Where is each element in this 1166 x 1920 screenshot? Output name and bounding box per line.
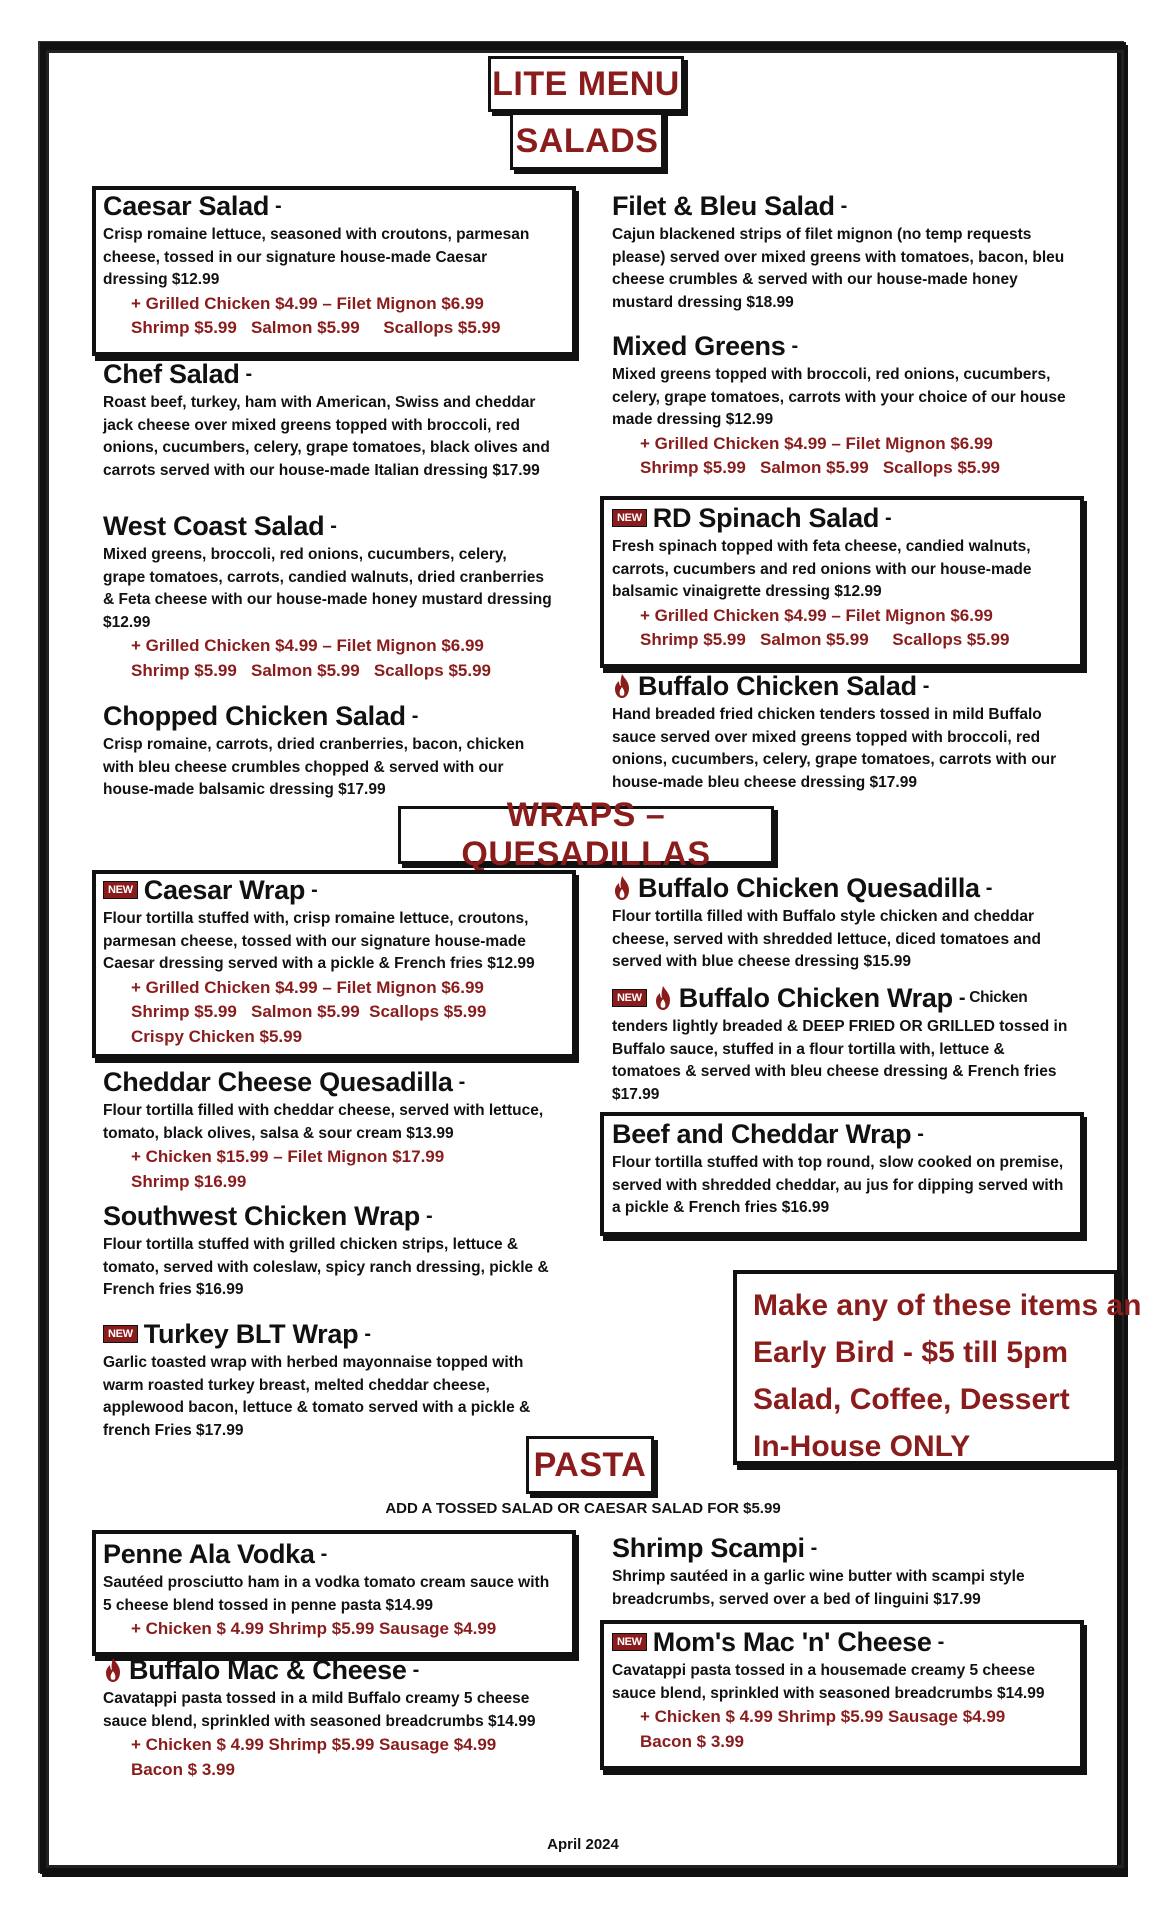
item-addon: + Grilled Chicken $4.99 – Filet Mignon $6.99 [640, 433, 993, 453]
item-name: Penne Ala Vodka [103, 1539, 315, 1569]
menu-item-turkey-blt-wrap: NEW Turkey BLT Wrap - Garlic toasted wrap with herbed mayonnaise topped with warm roasted turkey breast, melted cheddar cheese, applewood bacon, lettuce & tomato served with a pickle & french Fries $17.99 [103, 1318, 553, 1442]
new-badge: NEW [103, 1325, 138, 1343]
item-name: Chef Salad [103, 359, 240, 389]
item-name: Chopped Chicken Salad [103, 701, 406, 731]
flame-icon [653, 985, 673, 1011]
promo-line: Early Bird - $5 till 5pm [753, 1336, 1069, 1369]
item-name: Caesar Salad [103, 191, 270, 221]
menu-item-shrimp-scampi: Shrimp Scampi - Shrimp sautéed in a garlic wine butter with scampi style breadcrumbs, served over a bed of linguini $17.99 [612, 1532, 1068, 1611]
item-description: Hand breaded fried chicken tenders tossed in mild Buffalo sauce served over mixed greens topped with broccoli, red onions, cucumbers, celery, grape tomatoes, carrots with our house-made bleu cheese dressing $17.99 [612, 706, 1057, 791]
new-badge: NEW [612, 989, 647, 1007]
menu-item-filet-bleu-salad: Filet & Bleu Salad - Cajun blackened strips of filet mignon (no temp requests please) served over mixed greens with tomatoes, bacon, bleu cheese crumbles & served with our house-made honey mustard dressing $18.99 [612, 190, 1068, 314]
pasta-header: PASTA [526, 1436, 654, 1494]
item-addon: + Chicken $ 4.99 Shrimp $5.99 Sausage $4.99 [131, 1735, 497, 1754]
promo-line: Make any of these items an [753, 1289, 1142, 1322]
menu-item-chopped-chicken-salad: Chopped Chicken Salad - Crisp romaine, carrots, dried cranberries, bacon, chicken with bleu cheese crumbles chopped & served with our house-made balsamic dressing $17.99 [103, 700, 553, 802]
new-badge: NEW [612, 509, 647, 527]
menu-item-chef-salad: Chef Salad - Roast beef, turkey, ham with American, Swiss and cheddar jack cheese over mixed greens topped with broccoli, red onions, cucumbers, celery, grape tomatoes, black olives and carrots served with our house-made Italian dressing $17.99 [103, 358, 553, 482]
item-description: Mixed greens topped with broccoli, red onions, cucumbers, celery, grape tomatoes, carrots with your choice of our house made dressing $12.99 [612, 366, 1066, 428]
item-description: Cavatappi pasta tossed in a housemade creamy 5 cheese sauce blend, sprinkled with seasoned breadcrumbs $14.99 [612, 1662, 1045, 1702]
item-name: Buffalo Chicken Salad [638, 671, 917, 701]
item-name: Turkey BLT Wrap [143, 1319, 359, 1349]
item-addon: Shrimp $5.99 Salmon $5.99 Scallops $5.99 [640, 458, 1001, 477]
item-addon: Bacon $ 3.99 [640, 1731, 744, 1751]
item-name: Mom's Mac 'n' Cheese [652, 1627, 932, 1657]
menu-item-buffalo-chicken-salad: Buffalo Chicken Salad - Hand breaded fried chicken tenders tossed in mild Buffalo sauce served over mixed greens topped with broccoli, red onions, cucumbers, celery, grape tomatoes, carrots with our house-made bleu cheese dressing $17.99 [612, 670, 1068, 794]
menu-item-moms-mac: NEW Mom's Mac 'n' Cheese - Cavatappi pasta tossed in a housemade creamy 5 cheese sauce blend, sprinkled with seasoned breadcrumbs $14.99 + Chicken $ 4.99 Shrimp $5.99 Sausage $4.99 Bacon $ 3.99 [612, 1626, 1068, 1754]
flame-icon [103, 1657, 123, 1683]
menu-item-buffalo-quesadilla: Buffalo Chicken Quesadilla - Flour tortilla filled with Buffalo style chicken and cheddar cheese, served with shredded lettuce, diced tomatoes and served with blue cheese dressing $15.99 [612, 872, 1068, 974]
menu-item-buffalo-wrap: NEW Buffalo Chicken Wrap - Chicken tenders lightly breaded & DEEP FRIED OR GRILLED tossed in Buffalo sauce, stuffed in a flour tortilla with, lettuce & tomatoes & served with bleu cheese dressing & French fries $17.99 [612, 982, 1068, 1106]
menu-item-caesar-salad: Caesar Salad - Crisp romaine lettuce, seasoned with croutons, parmesan cheese, tossed in our signature house-made Caesar dressing $12.99 + Grilled Chicken $4.99 – Filet Mignon $6.99 Shrimp $5.99 Salmon $5.99 Scallops $5.99 [103, 190, 553, 341]
wraps-header: WRAPS – QUESADILLAS [398, 806, 774, 864]
menu-item-cheddar-quesadilla: Cheddar Cheese Quesadilla - Flour tortilla filled with cheddar cheese, served with lettuce, tomato, black olives, salsa & sour cream $13.99 + Chicken $15.99 – Filet Mignon $17.99 Shrimp $16.99 [103, 1066, 553, 1194]
item-addon: Shrimp $5.99 Salmon $5.99 Scallops $5.99 [131, 660, 492, 680]
item-description: Shrimp sautéed in a garlic wine butter with scampi style breadcrumbs, served over a bed of linguini $17.99 [612, 1568, 1025, 1608]
item-name: Shrimp Scampi [612, 1533, 805, 1563]
item-description: Crisp romaine, carrots, dried cranberries, bacon, chicken with bleu cheese crumbles chopped & served with our house-made balsamic dressing $17.99 [103, 736, 525, 798]
item-name: Buffalo Chicken Quesadilla [638, 873, 980, 903]
menu-item-mixed-greens: Mixed Greens - Mixed greens topped with broccoli, red onions, cucumbers, celery, grape tomatoes, carrots with your choice of our house made dressing $12.99 + Grilled Chicken $4.99 – Filet Mignon $6.99 Shrimp $5.99 Salmon $5.99 Scallops $5.99 [612, 330, 1068, 481]
item-name: Beef and Cheddar Wrap [612, 1119, 912, 1149]
menu-item-buffalo-mac: Buffalo Mac & Cheese - Cavatappi pasta tossed in a mild Buffalo creamy 5 cheese sauce blend, sprinkled with seasoned breadcrumbs $14.99 + Chicken $ 4.99 Shrimp $5.99 Sausage $4.99 Bacon $ 3.99 [103, 1654, 553, 1782]
promo-line: Salad, Coffee, Dessert [753, 1383, 1070, 1416]
menu-item-penne-vodka: Penne Ala Vodka - Sautéed prosciutto ham in a vodka tomato cream sauce with 5 cheese blend tossed in penne pasta $14.99 + Chicken $ 4.99 Shrimp $5.99 Sausage $4.99 [103, 1538, 553, 1642]
item-name: Cheddar Cheese Quesadilla [103, 1067, 453, 1097]
item-name: Southwest Chicken Wrap [103, 1201, 420, 1231]
flame-icon [612, 875, 632, 901]
item-addon: + Grilled Chicken $4.99 – Filet Mignon $6.99 [131, 636, 484, 655]
item-description: Flour tortilla stuffed with grilled chicken strips, lettuce & tomato, served with coleslaw, spicy ranch dressing, pickle & French fries $16.99 [103, 1236, 549, 1298]
item-addon: Bacon $ 3.99 [131, 1759, 235, 1779]
item-addon: Shrimp $5.99 Salmon $5.99 Scallops $5.99 [640, 630, 1010, 649]
item-description: Cajun blackened strips of filet mignon (no temp requests please) served over mixed greens with tomatoes, bacon, bleu cheese crumbles & served with our house-made honey mustard dressing $18.99 [612, 226, 1065, 311]
early-bird-promo [733, 1270, 1142, 1465]
flame-icon [612, 673, 632, 699]
item-description-lead: Chicken [969, 989, 1028, 1006]
item-description: tenders lightly breaded & DEEP FRIED OR GRILLED tossed in Buffalo sauce, stuffed in a flour tortilla with, lettuce & tomatoes & served with bleu cheese dressing & French fries $17.99 [612, 1018, 1068, 1103]
item-description: Cavatappi pasta tossed in a mild Buffalo creamy 5 cheese sauce blend, sprinkled with seasoned breadcrumbs $14.99 [103, 1690, 536, 1730]
promo-line: In-House ONLY [753, 1430, 971, 1463]
item-description: Roast beef, turkey, ham with American, Swiss and cheddar jack cheese over mixed greens topped with broccoli, red onions, cucumbers, celery, grape tomatoes, black olives and carrots served with our house-made Italian dressing $17.99 [103, 394, 550, 479]
item-description: Garlic toasted wrap with herbed mayonnaise topped with warm roasted turkey breast, melted cheddar cheese, applewood bacon, lettuce & tomato served with a pickle & french Fries $17.99 [103, 1354, 531, 1439]
item-description: Flour tortilla filled with cheddar cheese, served with lettuce, tomato, black olives, salsa & sour cream $13.99 [103, 1102, 544, 1142]
item-name: Caesar Wrap [143, 875, 306, 905]
item-description: Mixed greens, broccoli, red onions, cucumbers, celery, grape tomatoes, carrots, candied walnuts, dried cranberries & Feta cheese with our house-made honey mustard dressing $12.99 [103, 546, 552, 631]
item-description: Flour tortilla stuffed with top round, slow cooked on premise, served with shredded cheddar, au jus for dipping served with a pickle & French fries $16.99 [612, 1154, 1064, 1216]
item-name: Filet & Bleu Salad [612, 191, 835, 221]
item-addon: + Chicken $ 4.99 Shrimp $5.99 Sausage $4.99 [131, 1619, 497, 1638]
item-name: Mixed Greens [612, 331, 786, 361]
item-description: Sautéed prosciutto ham in a vodka tomato cream sauce with 5 cheese blend tossed in penne pasta $14.99 [103, 1574, 550, 1614]
item-addon: Shrimp $5.99 Salmon $5.99 Scallops $5.99 [131, 318, 501, 337]
item-addon: + Grilled Chicken $4.99 – Filet Mignon $6.99 [131, 977, 484, 997]
item-addon: Shrimp $5.99 Salmon $5.99 Scallops $5.99 [131, 1002, 487, 1021]
item-addon: + Grilled Chicken $4.99 – Filet Mignon $6.99 [131, 293, 484, 313]
new-badge: NEW [103, 881, 138, 899]
footer-date: April 2024 [547, 1836, 619, 1853]
menu-item-rd-spinach-salad: NEW RD Spinach Salad - Fresh spinach topped with feta cheese, candied walnuts, carrots, cucumbers and red onions with our house-made balsamic vinaigrette dressing $12.99 + Grilled Chicken $4.99 – Filet Mignon $6.99 Shrimp $5.99 Salmon $5.99 Scallops $5.99 [612, 502, 1068, 653]
pasta-side-note: ADD A TOSSED SALAD OR CAESAR SALAD FOR $5.99 [385, 1500, 781, 1517]
lite-menu-header: LITE MENU [488, 56, 684, 112]
item-description: Fresh spinach topped with feta cheese, candied walnuts, carrots, cucumbers and red onions with our house-made balsamic vinaigrette dressing $12.99 [612, 538, 1032, 600]
menu-item-caesar-wrap: NEW Caesar Wrap - Flour tortilla stuffed with, crisp romaine lettuce, croutons, parmesan cheese, tossed with our signature house-made Caesar dressing served with a pickle & French fries $12.99 + Grilled Chicken $4.99 – Filet Mignon $6.99 Shrimp $5.99 Salmon $5.99 Scallops $5.99 Crispy Chicken $5.99 [103, 874, 553, 1049]
menu-item-southwest-wrap: Southwest Chicken Wrap - Flour tortilla stuffed with grilled chicken strips, lettuce & tomato, served with coleslaw, spicy ranch dressing, pickle & French fries $16.99 [103, 1200, 553, 1302]
item-name: Buffalo Mac & Cheese [129, 1655, 407, 1685]
item-description: Crisp romaine lettuce, seasoned with croutons, parmesan cheese, tossed in our signature house-made Caesar dressing $12.99 [103, 226, 530, 288]
item-name: Buffalo Chicken Wrap [678, 983, 953, 1013]
item-description: Flour tortilla stuffed with, crisp romaine lettuce, croutons, parmesan cheese, tossed with our signature house-made Caesar dressing served with a pickle & French fries $12.99 [103, 910, 535, 972]
item-addon: Shrimp $16.99 [131, 1171, 247, 1191]
menu-item-beef-cheddar-wrap: Beef and Cheddar Wrap - Flour tortilla stuffed with top round, slow cooked on premise, served with shredded cheddar, au jus for dipping served with a pickle & French fries $16.99 [612, 1118, 1068, 1220]
new-badge: NEW [612, 1633, 647, 1651]
item-addon: Crispy Chicken $5.99 [131, 1026, 303, 1046]
item-addon: + Chicken $ 4.99 Shrimp $5.99 Sausage $4.99 [640, 1707, 1006, 1726]
item-addon: + Grilled Chicken $4.99 – Filet Mignon $6.99 [640, 605, 993, 625]
item-description: Flour tortilla filled with Buffalo style chicken and cheddar cheese, served with shredded lettuce, diced tomatoes and served with blue cheese dressing $15.99 [612, 908, 1041, 970]
menu-item-west-coast-salad: West Coast Salad - Mixed greens, broccoli, red onions, cucumbers, celery, grape tomatoes, carrots, candied walnuts, dried cranberries & Feta cheese with our house-made honey mustard dressing $12.99 + Grilled Chicken $4.99 – Filet Mignon $6.99 Shrimp $5.99 Salmon $5.99 Scallops $5.99 [103, 510, 553, 683]
item-addon: + Chicken $15.99 – Filet Mignon $17.99 [131, 1147, 445, 1166]
item-name: RD Spinach Salad [652, 503, 880, 533]
salads-header: SALADS [510, 112, 664, 170]
item-name: West Coast Salad [103, 511, 325, 541]
